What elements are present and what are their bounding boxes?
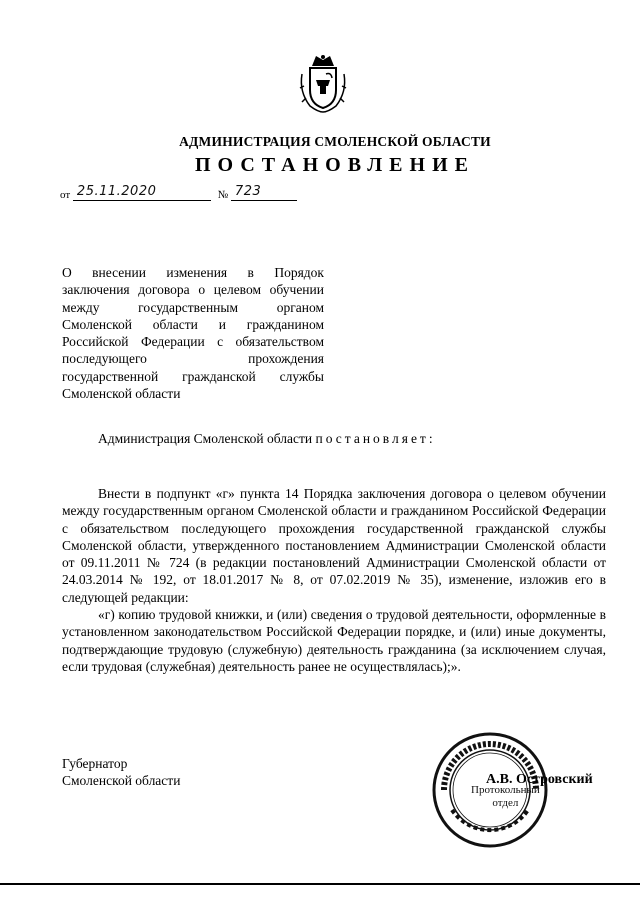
stamp-line-2: отдел xyxy=(492,797,519,809)
document-type-title: ПОСТАНОВЛЕНИЕ xyxy=(195,154,475,176)
date-value: 25.11.2020 xyxy=(76,184,157,199)
date-prefix: от xyxy=(60,189,71,201)
preamble xyxy=(98,431,436,447)
signer-name: А.В. Островский xyxy=(486,772,593,787)
date-field xyxy=(73,184,211,201)
stamp-text xyxy=(471,784,540,810)
body-paragraph-2: «г) копию трудовой книжки, и (или) сведения о трудовой деятельности, оформленные в установленном законодательством Российской Федерации порядке, и (или) иные документы, подтверждающие трудовую (служебную) деятельность гражданина (за исключением случая, если трудовая (служебная) деятельность ранее не осуществлялась);». xyxy=(62,607,606,674)
preamble-text: Администрация Смоленской области xyxy=(98,431,313,446)
signer-title-line-1: Губернатор xyxy=(62,756,128,771)
signer-title xyxy=(62,755,180,789)
bottom-border-line xyxy=(0,883,640,885)
document-date-number-line xyxy=(60,184,297,201)
number-value: 723 xyxy=(234,184,262,199)
signer-title-line-2: Смоленской области xyxy=(62,773,181,788)
document-body xyxy=(62,485,606,675)
organization-header: АДМИНИСТРАЦИЯ СМОЛЕНСКОЙ ОБЛАСТИ xyxy=(179,134,491,149)
stamp-line-1: Протокольный xyxy=(471,784,540,796)
coat-of-arms-emblem xyxy=(298,52,348,114)
body-paragraph-1: Внести в подпункт «г» пункта 14 Порядка заключения договора о целевом обучении между государственным органом Смоленской области и гражданином Российской Федерации с обязательством последующего прохождения государственной гражданской службы Смоленской области, утвержденного постановлением Администрации Смоленской области от 09.11.2011 № 724 (в редакции постановлений Администрации Смоленской области от 24.03.2014 № 192, от 18.01.2017 № 8, от 07.02.2019 № 35), изменение, изложив его в следующей редакции: xyxy=(62,486,606,605)
number-field xyxy=(231,184,297,201)
preamble-verb: постановляет: xyxy=(315,431,436,446)
number-prefix: № xyxy=(217,189,229,201)
document-subject: О внесении изменения в Порядок заключения договора о целевом обучении между государственным органом Смоленской области и гражданином Российской Федерации с обязательством последующего прохождения государственной гражданской службы Смоленской области xyxy=(62,265,324,402)
